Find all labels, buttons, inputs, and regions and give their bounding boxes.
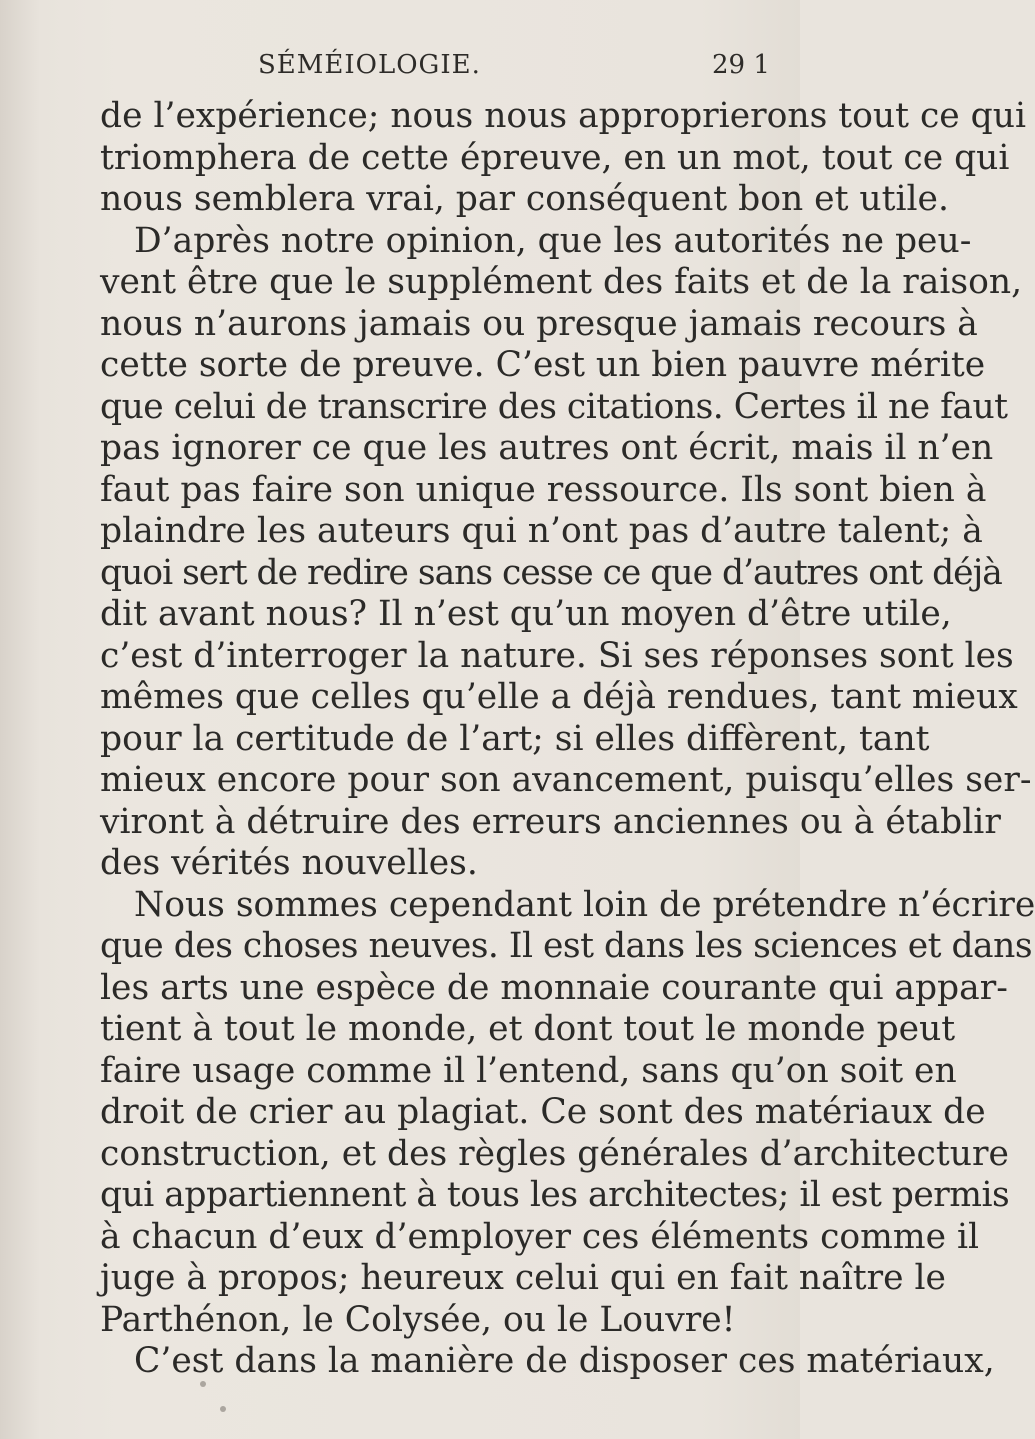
text-line: les arts une espèce de monnaie courante qui appar- — [100, 967, 1008, 1008]
running-head — [0, 46, 800, 86]
text-line: mieux encore pour son avancement, puisqu’elles ser- — [100, 760, 1032, 800]
text-line: qui appartiennent à tous les architectes; il est permis — [100, 1175, 1010, 1215]
text-line: tient à tout le monde, et dont tout le monde peut — [100, 1009, 956, 1049]
body-text — [100, 96, 1035, 1383]
text-line: cette sorte de preuve. C’est un bien pauvre mérite — [100, 345, 986, 385]
page-number: 29 1 — [712, 50, 770, 80]
text-line: quoi sert de redire sans cesse ce que d’autres ont déjà — [100, 552, 1002, 593]
text-line: triomphera de cette épreuve, en un mot, tout ce qui — [100, 137, 1010, 178]
paragraph-start-line: D’après notre opinion, que les autorités ne peu- — [134, 220, 972, 261]
paper-speck — [200, 1381, 206, 1387]
text-line: faire usage comme il l’entend, sans qu’on soit en — [100, 1050, 957, 1091]
paper-speck — [220, 1406, 226, 1412]
paragraph-start-line: C’est dans la manière de disposer ces matériaux, — [134, 1341, 995, 1381]
text-line: droit de crier au plagiat. Ce sont des matériaux de — [100, 1092, 986, 1132]
text-line: Parthénon, le Colysée, ou le Louvre! — [100, 1299, 736, 1340]
text-line: à chacun d’eux d’employer ces éléments comme il — [100, 1216, 980, 1257]
text-line: vent être que le supplément des faits et de la raison, — [100, 262, 1023, 302]
running-head-title: SÉMÉIOLOGIE. — [258, 50, 481, 80]
paragraph-start-line: Nous sommes cependant loin de prétendre n’écrire — [134, 884, 1035, 925]
text-line: pour la certitude de l’art; si elles diffèrent, tant — [100, 718, 930, 759]
text-line: viront à détruire des erreurs anciennes ou à établir — [100, 801, 1001, 842]
text-line: plaindre les auteurs qui n’ont pas d’autre talent; à — [100, 511, 983, 551]
text-line: que des choses neuves. Il est dans les sciences et dans — [100, 926, 1033, 966]
text-line: mêmes que celles qu’elle a déjà rendues, tant mieux — [100, 677, 1018, 717]
text-line: nous semblera vrai, par conséquent bon et utile. — [100, 179, 949, 219]
text-line: nous n’aurons jamais ou presque jamais recours à — [100, 303, 978, 344]
text-line: pas ignorer ce que les autres ont écrit, mais il n’en — [100, 428, 994, 468]
text-line: construction, et des règles générales d’architecture — [100, 1133, 1009, 1174]
text-line: c’est d’interroger la nature. Si ses réponses sont les — [100, 635, 1014, 676]
text-line: que celui de transcrire des citations. Certes il ne faut — [100, 386, 1008, 427]
text-line: de l’expérience; nous nous approprierons tout ce qui — [100, 96, 1027, 136]
text-line: des vérités nouvelles. — [100, 843, 478, 883]
text-line: faut pas faire son unique ressource. Ils sont bien à — [100, 469, 987, 510]
text-line: dit avant nous? Il n’est qu’un moyen d’être utile, — [100, 594, 952, 634]
text-line: juge à propos; heureux celui qui en fait naître le — [100, 1258, 946, 1298]
